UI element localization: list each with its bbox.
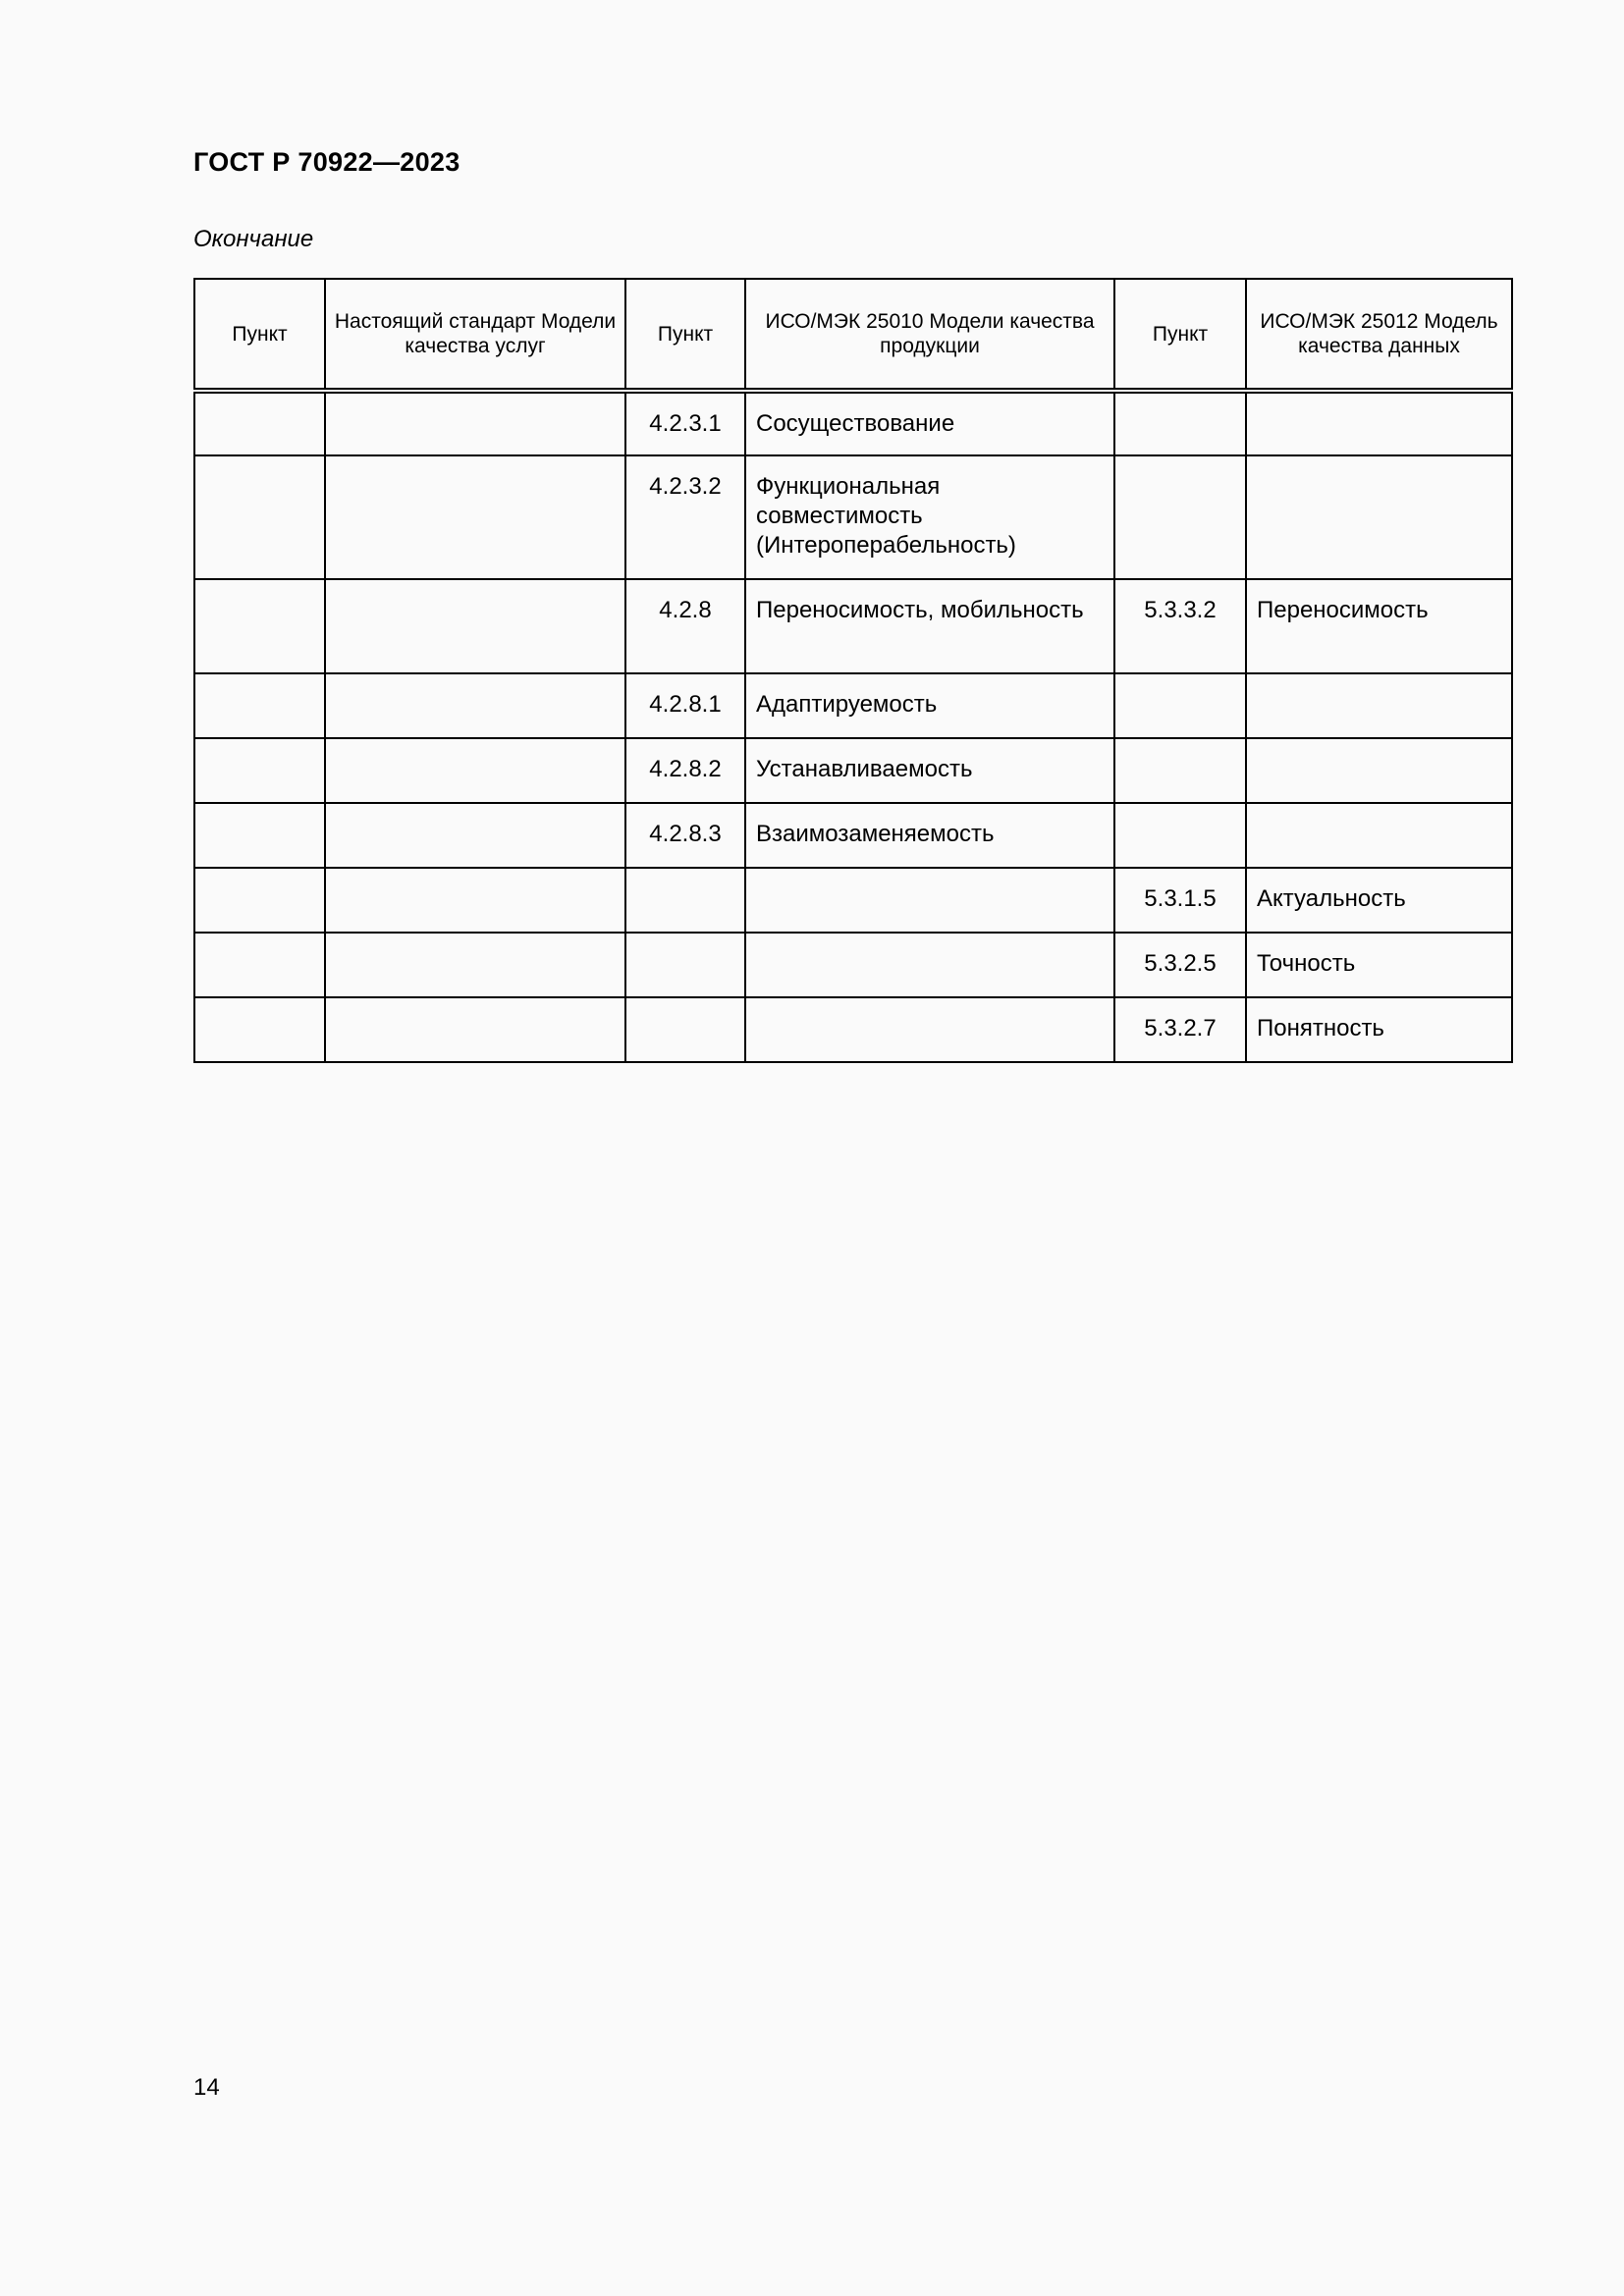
cell-clause-service bbox=[194, 579, 325, 673]
cell-data-model bbox=[1246, 803, 1512, 868]
cell-service-model bbox=[325, 673, 625, 738]
cell-clause-product: 4.2.3.2 bbox=[625, 455, 745, 579]
comparison-table bbox=[193, 278, 1513, 1063]
cell-clause-data bbox=[1114, 455, 1246, 579]
cell-service-model bbox=[325, 933, 625, 997]
cell-product-model: Сосуществование bbox=[745, 391, 1114, 455]
cell-clause-data: 5.3.2.7 bbox=[1114, 997, 1246, 1062]
cell-service-model bbox=[325, 391, 625, 455]
cell-service-model bbox=[325, 455, 625, 579]
cell-data-model: Понятность bbox=[1246, 997, 1512, 1062]
cell-data-model bbox=[1246, 455, 1512, 579]
header-service-quality-model: Настоящий стандарт Модели качества услуг bbox=[325, 279, 625, 391]
cell-data-model: Точность bbox=[1246, 933, 1512, 997]
cell-clause-service bbox=[194, 933, 325, 997]
cell-clause-product bbox=[625, 997, 745, 1062]
cell-clause-service bbox=[194, 868, 325, 933]
cell-clause-data bbox=[1114, 391, 1246, 455]
table-row bbox=[194, 868, 1512, 933]
cell-clause-service bbox=[194, 997, 325, 1062]
cell-clause-data bbox=[1114, 673, 1246, 738]
document-title: ГОСТ Р 70922—2023 bbox=[193, 147, 460, 177]
header-clause-product: Пункт bbox=[625, 279, 745, 391]
table-row bbox=[194, 933, 1512, 997]
cell-product-model: Устанавливаемость bbox=[745, 738, 1114, 803]
cell-product-model: Переносимость, мобильность bbox=[745, 579, 1114, 673]
cell-service-model bbox=[325, 803, 625, 868]
cell-clause-product bbox=[625, 868, 745, 933]
header-clause-service: Пункт bbox=[194, 279, 325, 391]
cell-product-model: Функциональная совместимость (Интероперабельность) bbox=[745, 455, 1114, 579]
cell-clause-service bbox=[194, 673, 325, 738]
cell-clause-service bbox=[194, 391, 325, 455]
cell-product-model bbox=[745, 933, 1114, 997]
cell-product-model bbox=[745, 997, 1114, 1062]
cell-clause-product bbox=[625, 933, 745, 997]
table-row bbox=[194, 997, 1512, 1062]
table-row bbox=[194, 455, 1512, 579]
cell-clause-data: 5.3.3.2 bbox=[1114, 579, 1246, 673]
continuation-label: Окончание bbox=[193, 226, 314, 252]
table-row bbox=[194, 738, 1512, 803]
cell-clause-data: 5.3.2.5 bbox=[1114, 933, 1246, 997]
cell-service-model bbox=[325, 579, 625, 673]
cell-service-model bbox=[325, 868, 625, 933]
cell-product-model: Взаимозаменяемость bbox=[745, 803, 1114, 868]
cell-clause-data: 5.3.1.5 bbox=[1114, 868, 1246, 933]
cell-clause-product: 4.2.8.3 bbox=[625, 803, 745, 868]
cell-data-model: Актуальность bbox=[1246, 868, 1512, 933]
header-clause-data: Пункт bbox=[1114, 279, 1246, 391]
cell-clause-product: 4.2.8.2 bbox=[625, 738, 745, 803]
table-row bbox=[194, 391, 1512, 455]
table-header-row bbox=[194, 279, 1512, 391]
cell-service-model bbox=[325, 997, 625, 1062]
cell-clause-data bbox=[1114, 738, 1246, 803]
cell-clause-data bbox=[1114, 803, 1246, 868]
table-row bbox=[194, 673, 1512, 738]
page-number: 14 bbox=[193, 2074, 220, 2101]
cell-product-model bbox=[745, 868, 1114, 933]
cell-data-model bbox=[1246, 738, 1512, 803]
header-data-quality-model: ИСО/МЭК 25012 Модель качества данных bbox=[1246, 279, 1512, 391]
cell-clause-service bbox=[194, 803, 325, 868]
table-row bbox=[194, 579, 1512, 673]
cell-data-model bbox=[1246, 391, 1512, 455]
cell-data-model: Переносимость bbox=[1246, 579, 1512, 673]
cell-product-model: Адаптируемость bbox=[745, 673, 1114, 738]
cell-clause-product: 4.2.8 bbox=[625, 579, 745, 673]
cell-service-model bbox=[325, 738, 625, 803]
cell-data-model bbox=[1246, 673, 1512, 738]
table-row bbox=[194, 803, 1512, 868]
cell-clause-product: 4.2.3.1 bbox=[625, 391, 745, 455]
cell-clause-service bbox=[194, 738, 325, 803]
cell-clause-service bbox=[194, 455, 325, 579]
header-product-quality-model: ИСО/МЭК 25010 Модели качества продукции bbox=[745, 279, 1114, 391]
cell-clause-product: 4.2.8.1 bbox=[625, 673, 745, 738]
